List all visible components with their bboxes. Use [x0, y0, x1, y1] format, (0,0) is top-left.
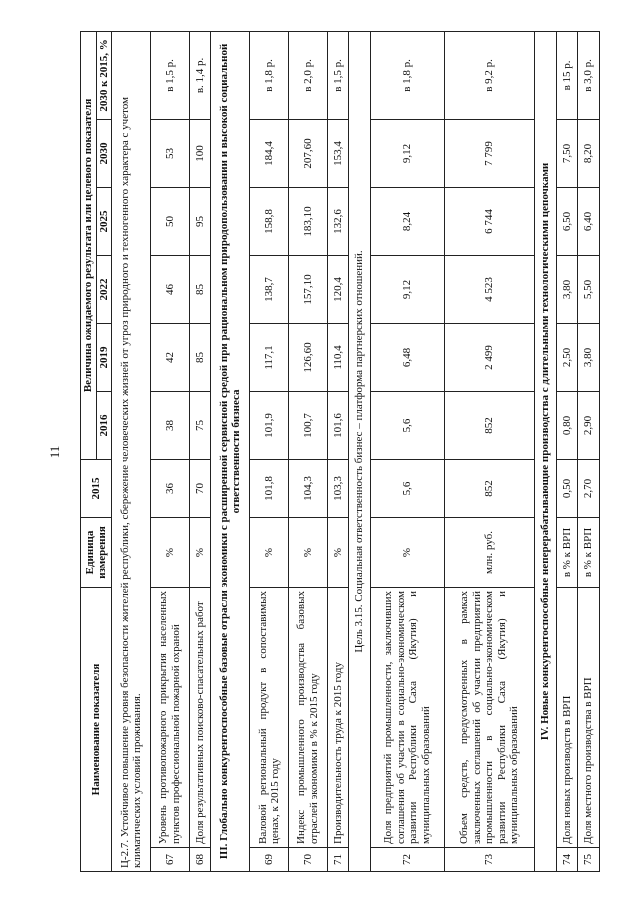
unit-cell: %	[189, 517, 210, 587]
value-cell: 2,90	[578, 391, 600, 459]
value-cell: 852	[444, 391, 535, 459]
value-cell: 38	[151, 391, 190, 459]
value-2015: 70	[189, 459, 210, 517]
ratio-cell: в 15 р.	[556, 31, 577, 119]
indicators-table	[80, 31, 600, 872]
unit-cell: в % к ВРП	[556, 517, 577, 587]
goal-text: Цель 3.15. Социальная ответственность бизнес – платформа партнерских отношений.	[349, 31, 370, 871]
goal-text: Ц-2.7. Устойчивое повышение уровня безопасности жителей республики, сбережение человеческих жизней от угроз природного и техногенного характера с учетом климатических условий проживания.	[112, 31, 151, 871]
header-year: 2025	[96, 187, 112, 255]
value-cell: 95	[189, 187, 210, 255]
table-body	[112, 31, 600, 871]
row-number: 71	[327, 848, 348, 872]
page-content	[80, 32, 600, 872]
goal-row	[112, 31, 151, 871]
header-year: 2016	[96, 391, 112, 459]
value-cell: 9,12	[370, 255, 444, 323]
indicator-name: Индекс промышленного производства базовых отраслей экономики в % к 2015 году	[289, 587, 328, 847]
value-cell: 5,50	[578, 255, 600, 323]
value-cell: 4 523	[444, 255, 535, 323]
ratio-cell: в 9,2 р.	[444, 31, 535, 119]
value-cell: 50	[151, 187, 190, 255]
header-unit: Единица измерения	[81, 517, 112, 587]
header-name: Наименование показателя	[81, 587, 112, 871]
indicator-name: Валовой региональный продукт в сопоставимых ценах, к 2015 году	[250, 587, 289, 847]
header-2015: 2015	[81, 459, 112, 517]
value-cell: 184,4	[250, 119, 289, 187]
value-cell: 53	[151, 119, 190, 187]
section-heading: III. Глобально конкурентоспособные базовые отрасли экономики с расширенной сервисной средой при рациональном природопользовании и высокой социальной ответственности бизнеса	[211, 31, 250, 871]
value-2015: 0,50	[556, 459, 577, 517]
value-cell: 100	[189, 119, 210, 187]
value-cell: 3,80	[578, 323, 600, 391]
value-cell: 8,20	[578, 119, 600, 187]
ratio-cell: в 2,0 р.	[289, 31, 328, 119]
table-row	[151, 31, 190, 871]
value-cell: 8,24	[370, 187, 444, 255]
value-cell: 6 744	[444, 187, 535, 255]
unit-cell: %	[151, 517, 190, 587]
unit-cell: %	[250, 517, 289, 587]
table-row	[370, 31, 444, 871]
value-2015: 36	[151, 459, 190, 517]
value-cell: 9,12	[370, 119, 444, 187]
value-cell: 120,4	[327, 255, 348, 323]
table-row	[289, 31, 328, 871]
unit-cell: в % к ВРП	[578, 517, 600, 587]
value-cell: 6,40	[578, 187, 600, 255]
ratio-cell: в 1,5 р.	[327, 31, 348, 119]
value-cell: 207,60	[289, 119, 328, 187]
indicator-name: Уровень противопожарного прикрытия населенных пунктов профессиональной пожарной охраной	[151, 587, 190, 847]
row-number: 67	[151, 848, 190, 872]
value-cell: 3,80	[556, 255, 577, 323]
value-cell: 158,8	[250, 187, 289, 255]
value-cell: 126,60	[289, 323, 328, 391]
row-number: 68	[189, 848, 210, 872]
value-2015: 2,70	[578, 459, 600, 517]
value-cell: 0,80	[556, 391, 577, 459]
value-2015: 104,3	[289, 459, 328, 517]
table-row	[189, 31, 210, 871]
unit-cell: %	[289, 517, 328, 587]
indicator-name: Доля местного производства в ВРП	[578, 587, 600, 847]
value-cell: 117,1	[250, 323, 289, 391]
value-cell: 6,48	[370, 323, 444, 391]
value-cell: 85	[189, 323, 210, 391]
rotated-table-container	[80, 32, 600, 872]
section-heading-row	[211, 31, 250, 871]
value-cell: 157,10	[289, 255, 328, 323]
value-cell: 42	[151, 323, 190, 391]
value-cell: 85	[189, 255, 210, 323]
value-cell: 2,50	[556, 323, 577, 391]
value-2015: 103,3	[327, 459, 348, 517]
ratio-cell: в. 1,4 р.	[189, 31, 210, 119]
ratio-cell: в 1,8 р.	[370, 31, 444, 119]
table-row	[444, 31, 535, 871]
value-cell: 75	[189, 391, 210, 459]
table-row	[327, 31, 348, 871]
value-2015: 101,8	[250, 459, 289, 517]
page-number: 11	[47, 445, 62, 459]
value-cell: 138,7	[250, 255, 289, 323]
value-cell: 100,7	[289, 391, 328, 459]
unit-cell: %	[370, 517, 444, 587]
value-cell: 101,6	[327, 391, 348, 459]
ratio-cell: в 1,8 р.	[250, 31, 289, 119]
value-cell: 6,50	[556, 187, 577, 255]
table-header	[81, 31, 112, 871]
header-year: 2022	[96, 255, 112, 323]
unit-cell: %	[327, 517, 348, 587]
value-cell: 101,9	[250, 391, 289, 459]
section-heading: IV. Новые конкурентоспособные неперерабатывающие производства с длительными технологическими цепочками	[535, 31, 556, 871]
ratio-cell: в 3,0 р.	[578, 31, 600, 119]
value-cell: 5,6	[370, 391, 444, 459]
indicator-name: Доля новых производств в ВРП	[556, 587, 577, 847]
goal-row	[349, 31, 370, 871]
ratio-cell: в 1,5 р.	[151, 31, 190, 119]
value-cell: 7,50	[556, 119, 577, 187]
indicator-name: Производительность труда к 2015 году	[327, 587, 348, 847]
row-number: 74	[556, 848, 577, 872]
value-cell: 46	[151, 255, 190, 323]
section-heading-row	[535, 31, 556, 871]
row-number: 70	[289, 848, 328, 872]
header-year: 2030	[96, 119, 112, 187]
header-ratio: 2030 к 2015, %	[96, 31, 112, 119]
table-row	[556, 31, 577, 871]
indicator-name: Доля результативных поисково-спасательных работ	[189, 587, 210, 847]
value-cell: 183,10	[289, 187, 328, 255]
unit-cell: млн. руб.	[444, 517, 535, 587]
value-cell: 110,4	[327, 323, 348, 391]
header-year: 2019	[96, 323, 112, 391]
indicator-name: Доля предприятий промышленности, заключивших соглашения об участии в социально-экономическом развитии Республики Саха (Якутия) и муниципальных образований	[370, 587, 444, 847]
value-2015: 5,6	[370, 459, 444, 517]
value-cell: 7 799	[444, 119, 535, 187]
value-cell: 153,4	[327, 119, 348, 187]
value-cell: 2 499	[444, 323, 535, 391]
row-number: 73	[444, 848, 535, 872]
indicator-name: Объем средств, предусмотренных в рамках заключенных соглашений об участии предприятий промышленности в социально-экономическом развитии Республики Саха (Якутия) и муниципальных образований	[444, 587, 535, 847]
value-cell: 132,6	[327, 187, 348, 255]
row-number: 75	[578, 848, 600, 872]
header-group: Величина ожидаемого результата или целевого показателя	[81, 31, 97, 459]
table-row	[578, 31, 600, 871]
table-row	[250, 31, 289, 871]
row-number: 69	[250, 848, 289, 872]
row-number: 72	[370, 848, 444, 872]
value-2015: 852	[444, 459, 535, 517]
